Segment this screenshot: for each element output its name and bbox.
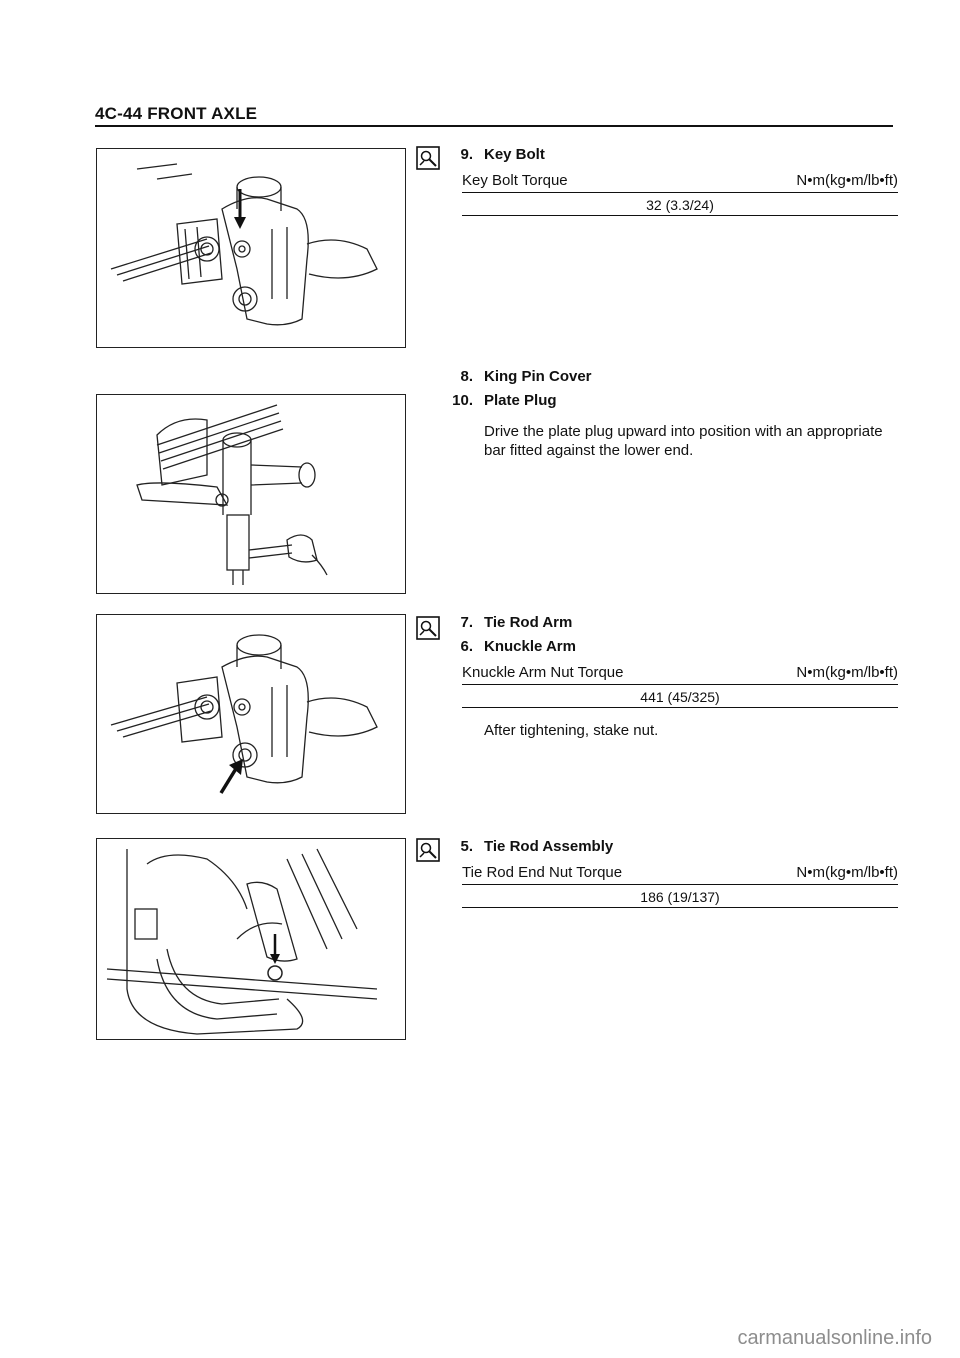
figure-key-bolt (96, 148, 406, 348)
figure-tie-rod-end-nut (96, 838, 406, 1040)
item-title: Tie Rod Assembly (484, 838, 614, 855)
tie-rod-end-nut-illustration (97, 839, 405, 1039)
torque-label: Knuckle Arm Nut Torque (462, 664, 624, 681)
item-title: Tie Rod Arm (484, 614, 573, 631)
item-tie-rod-assembly (416, 838, 896, 862)
torque-value: 441 (45/325) (462, 685, 898, 708)
section-king-pin-plate-plug (416, 368, 896, 460)
torque-table-key-bolt (462, 170, 898, 216)
knuckle-arm-nut-illustration (97, 615, 405, 813)
torque-label: Tie Rod End Nut Torque (462, 864, 623, 881)
item-number: 8. (460, 368, 473, 385)
item-king-pin-cover (416, 368, 896, 392)
figure-knuckle-arm-nut (96, 614, 406, 814)
torque-unit: N•m(kg•m/lb•ft) (796, 664, 898, 681)
item-number: 6. (460, 638, 473, 655)
torque-table-tie-rod-end (462, 862, 898, 908)
item-number: 9. (460, 146, 473, 163)
item-title: Knuckle Arm (484, 638, 576, 655)
section-tie-rod-arm (416, 614, 896, 739)
item-plate-plug (416, 392, 896, 416)
torque-header (462, 662, 898, 685)
knuckle-key-bolt-illustration (97, 149, 405, 347)
torque-header (462, 862, 898, 885)
header-rule (95, 125, 893, 127)
plate-plug-driving-illustration (97, 395, 405, 593)
instruction-text: Drive the plate plug upward into position with an appropriate bar fitted against the lower end. (484, 423, 883, 459)
item-key-bolt (416, 146, 896, 170)
item-title: Plate Plug (484, 392, 557, 409)
note-text: After tightening, stake nut. (484, 722, 659, 739)
section-key-bolt (416, 146, 896, 216)
torque-header (462, 170, 898, 193)
watermark: carmanualsonline.info (737, 1327, 932, 1349)
item-number: 10. (452, 392, 473, 409)
item-number: 7. (460, 614, 473, 631)
torque-unit: N•m(kg•m/lb•ft) (796, 864, 898, 881)
item-title: Key Bolt (484, 146, 545, 163)
torque-table-knuckle-arm (462, 662, 898, 708)
torque-value: 32 (3.3/24) (462, 193, 898, 216)
torque-unit: N•m(kg•m/lb•ft) (796, 172, 898, 189)
item-knuckle-arm (416, 638, 896, 662)
section-tie-rod-assembly (416, 838, 896, 908)
item-number: 5. (460, 838, 473, 855)
figure-plate-plug (96, 394, 406, 594)
item-tie-rod-arm (416, 614, 896, 638)
page-title: 4C-44 FRONT AXLE (95, 104, 258, 123)
torque-value: 186 (19/137) (462, 885, 898, 908)
item-title: King Pin Cover (484, 368, 592, 385)
torque-label: Key Bolt Torque (462, 172, 568, 189)
